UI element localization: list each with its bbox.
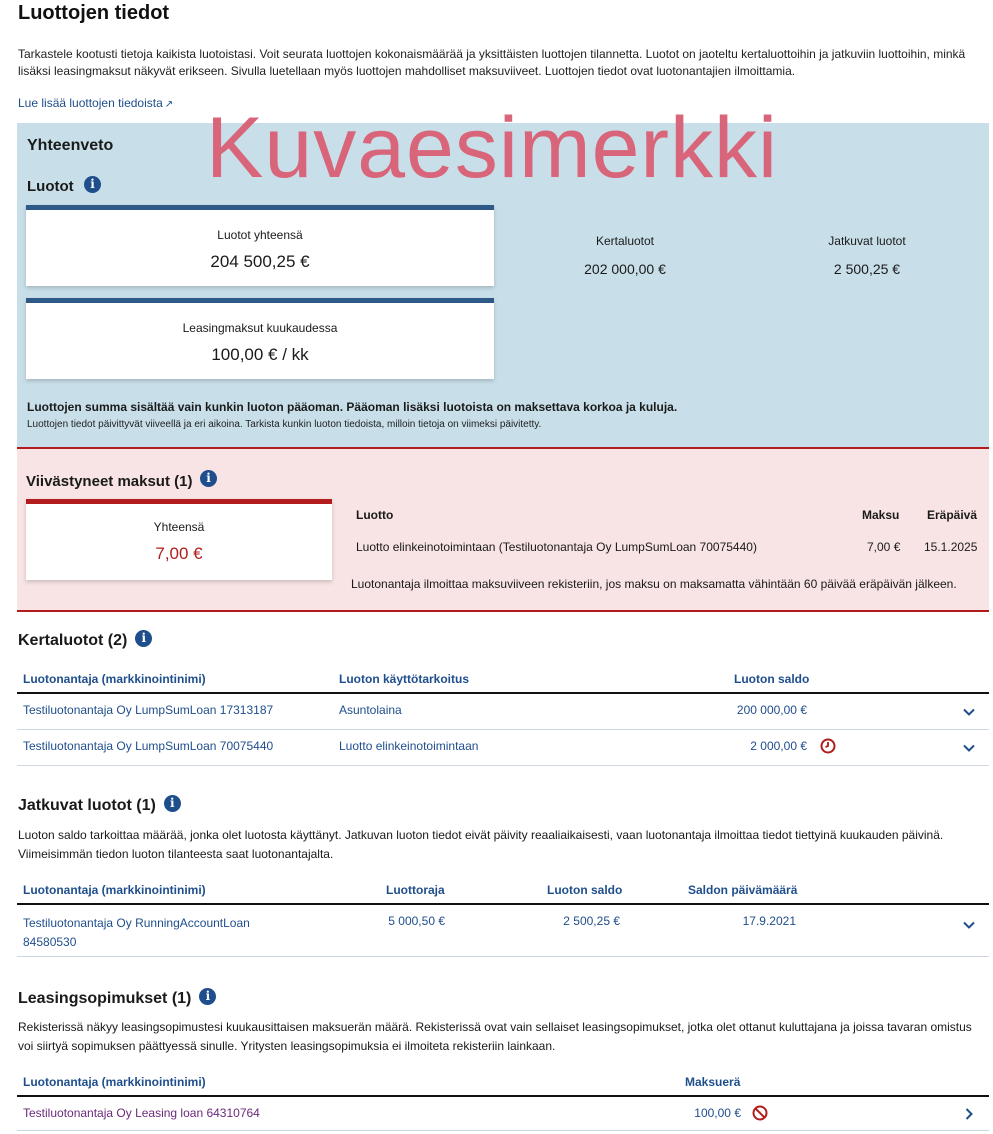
watermark: Kuvaesimerkki (206, 100, 779, 196)
table-row[interactable] (17, 905, 989, 957)
overdue-note: Luotonantaja ilmoittaa maksuviiveen rekisteriin, jos maksu on maksamatta vähintään 60 päivää eräpäivän jälkeen. (351, 577, 957, 591)
read-more-label: Lue lisää luottojen tiedoista (18, 96, 163, 110)
col-balance: Luoton saldo (547, 883, 623, 897)
info-icon[interactable]: i (200, 470, 217, 487)
overdue-panel (17, 447, 989, 612)
overdue-total-label: Yhteensä (153, 520, 205, 534)
revolving-loans-table-header (17, 877, 989, 905)
info-icon[interactable]: i (164, 795, 181, 812)
row-purpose: Asuntolaina (339, 703, 402, 717)
single-loans-label: Kertaluotot (595, 234, 655, 248)
row-lender[interactable]: Testiluotonantaja Oy Leasing loan 64310764 (23, 1106, 260, 1120)
table-row[interactable] (17, 1097, 989, 1131)
col-limit: Luottoraja (386, 883, 445, 897)
row-lender[interactable]: Testiluotonantaja Oy LumpSumLoan 17313187 (23, 703, 274, 717)
leasing-label: Leasingmaksut kuukaudessa (182, 321, 338, 335)
single-loans-value: 202 000,00 € (584, 261, 666, 277)
table-row[interactable] (17, 730, 989, 766)
revolving-loans-value: 2 500,25 € (833, 261, 901, 277)
summary-note-bold: Luottojen summa sisältää vain kunkin luoton pääoman. Pääoman lisäksi luotoista on maksettava korkoa ja kuluja. (27, 400, 678, 414)
leasing-value: 100,00 € / kk (211, 345, 309, 364)
row-limit: 5 000,50 € (388, 914, 445, 928)
row-balance: 200 000,00 € (736, 703, 807, 717)
row-date: 17.9.2021 (742, 914, 796, 928)
read-more-link[interactable] (18, 96, 173, 110)
leasing-table-header (17, 1069, 989, 1097)
row-lender[interactable]: Testiluotonantaja Oy LumpSumLoan 70075440 (23, 739, 274, 753)
total-loans-card (26, 205, 494, 286)
info-icon[interactable]: i (84, 176, 101, 193)
overdue-col-payment: Maksu (862, 508, 900, 522)
overdue-row-payment: 7,00 € (867, 540, 901, 554)
chevron-down-icon[interactable] (961, 704, 977, 720)
info-icon[interactable]: i (135, 630, 152, 647)
single-loans-stat (535, 234, 715, 277)
row-balance: 2 000,00 € (750, 739, 807, 753)
revolving-loans-desc: Luoton saldo tarkoittaa määrää, jonka olet luotosta käyttänyt. Jatkuvan luoton tiedot eivät päivity reaaliaikaisesti, vaan luotonantaja ilmoittaa tiedot tiettyinä kuukauden päivinä. Viimeisimmän tiedon luoton tilanteesta saat luotonantajalta. (18, 828, 944, 861)
row-lender[interactable]: Testiluotonantaja Oy RunningAccountLoan 84580530 (23, 916, 250, 949)
row-balance: 2 500,25 € (563, 914, 620, 928)
info-icon[interactable]: i (199, 988, 216, 1005)
overdue-row-loan: Luotto elinkeinotoimintaan (Testiluotonantaja Oy LumpSumLoan 70075440) (356, 540, 757, 554)
col-lender: Luotonantaja (markkinointinimi) (23, 883, 206, 897)
col-date: Saldon päivämäärä (688, 883, 798, 897)
leasing-card (26, 298, 494, 379)
single-loans-table-header (17, 666, 989, 694)
revolving-loans-title: Jatkuvat luotot (1) i (18, 797, 181, 815)
row-purpose: Luotto elinkeinotoimintaan (339, 739, 479, 753)
blocked-icon (752, 1105, 768, 1121)
col-lender: Luotonantaja (markkinointinimi) (23, 672, 206, 686)
single-loans-title: Kertaluotot (2) i (18, 632, 152, 650)
overdue-col-loan: Luotto (356, 508, 394, 522)
loans-heading: Luotot (27, 178, 74, 195)
revolving-loans-stat (777, 234, 957, 277)
revolving-loans-label: Jatkuvat luotot (828, 234, 906, 248)
summary-title: Yhteenveto (27, 137, 114, 154)
chevron-down-icon[interactable] (961, 917, 977, 933)
external-link-icon: ↗ (164, 99, 174, 110)
chevron-right-icon[interactable] (961, 1106, 977, 1122)
row-installment: 100,00 € (694, 1106, 741, 1120)
overdue-total-value: 7,00 € (155, 544, 203, 563)
chevron-down-icon[interactable] (961, 740, 977, 756)
leasing-desc: Rekisterissä näkyy leasingsopimustesi kuukausittaisen maksuerän määrä. Rekisterissä ovat vain sellaiset leasingsopimukset, jotka olet ottanut kuluttajana ja joissa tavaran omistus voi siirtyä sopimuksen päättyessä sinulle. Yritysten leasingsopimuksia ei ilmoiteta rekisteriin lainkaan. (18, 1020, 972, 1053)
col-purpose: Luoton käyttötarkoitus (339, 672, 470, 686)
col-installment: Maksuerä (685, 1075, 741, 1089)
table-row[interactable] (17, 694, 989, 730)
leasing-title: Leasingsopimukset (1) i (18, 990, 216, 1008)
overdue-title: Viivästyneet maksut (1) (26, 473, 193, 490)
page-intro: Tarkastele kootusti tietoja kaikista luotoistasi. Voit seurata luottojen kokonaismäärää ja yksittäisten luottojen tilannetta. Luotot on jaoteltu kertaluottoihin ja jatkuviin luottoihin, minkä lisäksi leasingmaksut näkyvät erikseen. Sivulla luetellaan myös luottojen mahdolliset maksuviiveet. Luottojen tiedot ovat luotonantajien ilmoittamia. (18, 47, 966, 78)
total-loans-label: Luotot yhteensä (217, 228, 303, 242)
overdue-total-card (26, 499, 332, 580)
overdue-col-due: Eräpäivä (927, 508, 978, 522)
clock-icon (820, 738, 836, 754)
col-balance: Luoton saldo (734, 672, 810, 686)
summary-note-small: Luottojen tiedot päivittyvät viiveellä ja eri aikoina. Tarkista kunkin luoton tiedoista, milloin tietoja on viimeksi päivitetty. (27, 419, 542, 430)
total-loans-value: 204 500,25 € (210, 252, 310, 271)
overdue-row-due: 15.1.2025 (924, 540, 978, 554)
col-lender: Luotonantaja (markkinointinimi) (23, 1075, 206, 1089)
page-title: Luottojen tiedot (18, 2, 170, 24)
